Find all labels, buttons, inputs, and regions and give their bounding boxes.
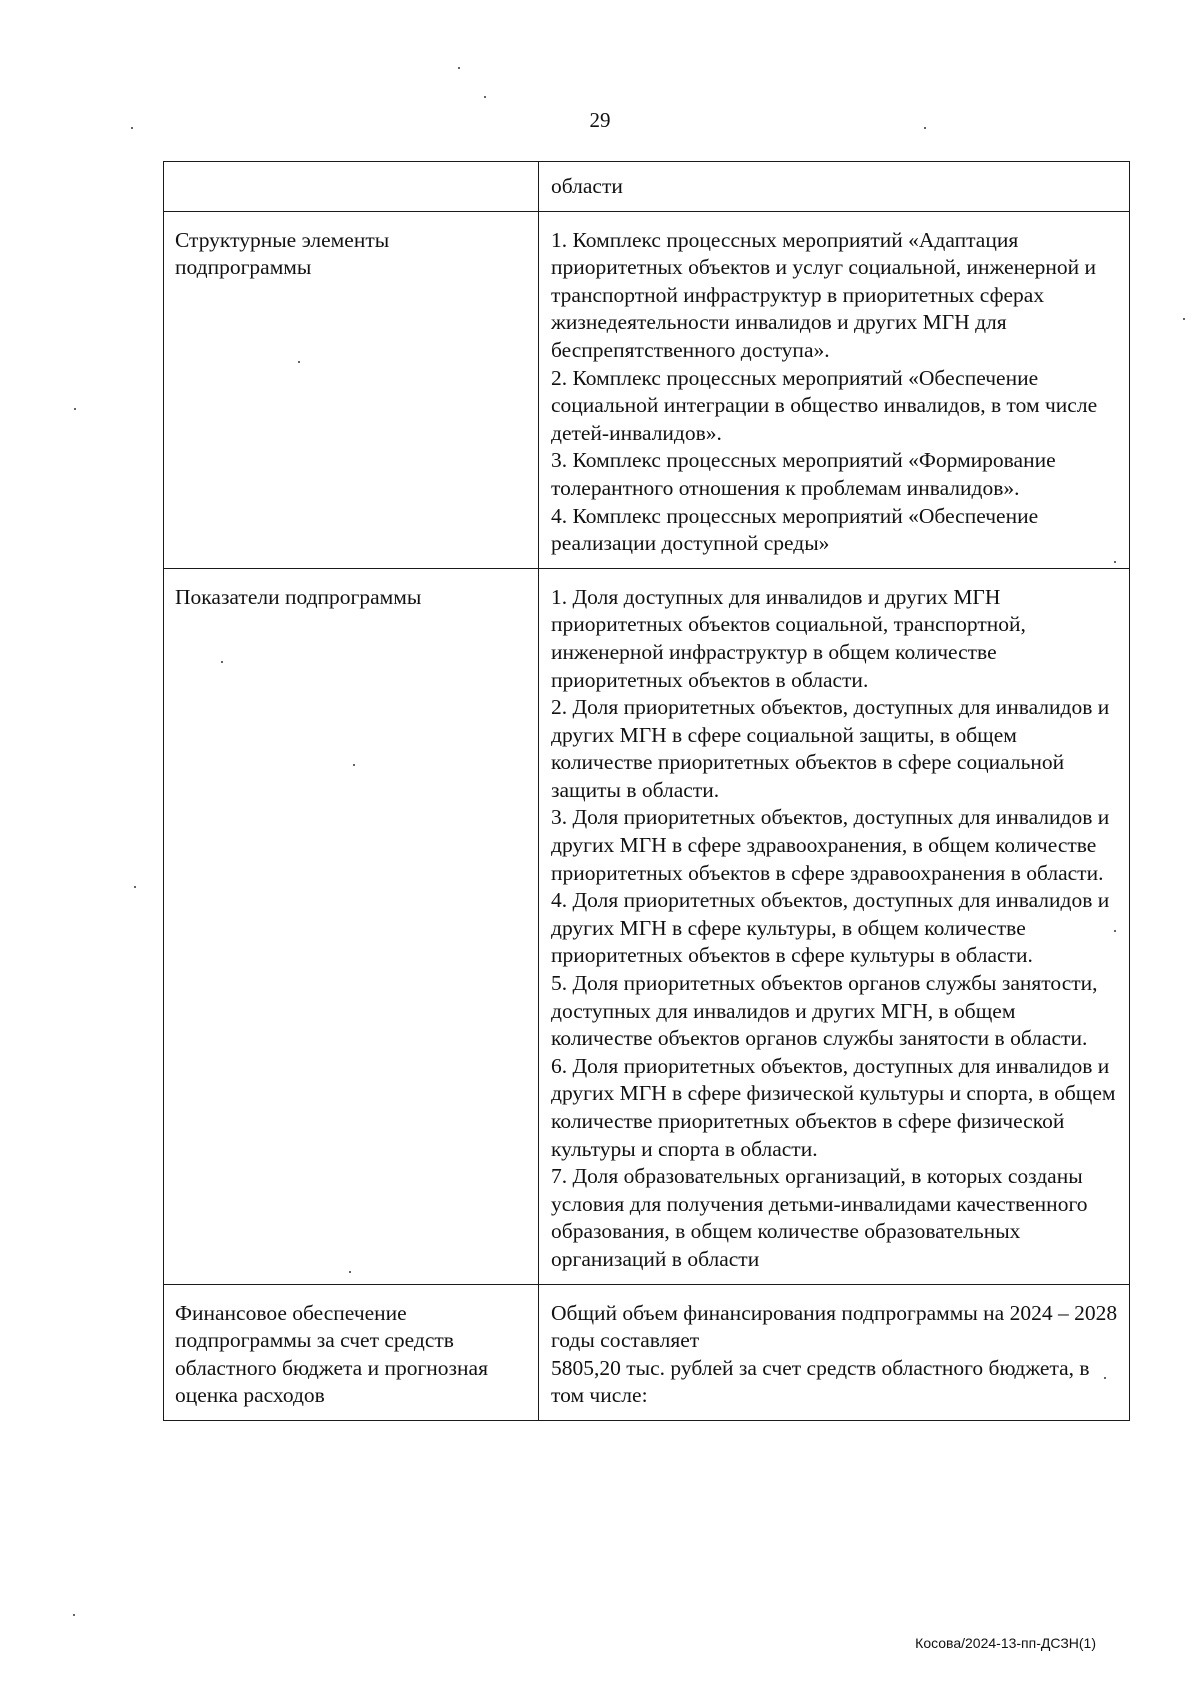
value-paragraph: области (551, 174, 623, 198)
scan-speck (1114, 930, 1116, 932)
scan-speck (1104, 1377, 1106, 1379)
scan-speck (458, 67, 460, 69)
row-value-cell (539, 211, 1130, 568)
value-paragraph: 2. Комплекс процессных мероприятий «Обеспечение социальной интеграции в общество инвалидов, в том числе детей-инвалидов». (551, 365, 1098, 445)
value-paragraph: 6. Доля приоритетных объектов, доступных для инвалидов и других МГН в сфере физической культуры и спорта, в общем количестве приоритетных объектов в сфере физической культуры и спорта в области. (551, 1053, 1116, 1161)
value-paragraph: 2. Доля приоритетных объектов, доступных для инвалидов и других МГН в сфере социальной защиты, в общем количестве приоритетных объектов в сфере социальной защиты в области. (551, 695, 1110, 802)
scan-speck (1114, 561, 1116, 563)
row-label-cell (164, 1284, 539, 1420)
scan-speck (484, 96, 486, 98)
value-paragraph: 5805,20 тыс. рублей за счет средств областного бюджета, в том числе: (551, 1355, 1090, 1408)
scan-speck (1183, 318, 1185, 320)
table-row (164, 1284, 1130, 1420)
table-row (164, 211, 1130, 568)
row-value-cell (539, 162, 1130, 212)
value-paragraph: Общий объем финансирования подпрограммы на 2024 – 2028 годы составляет (551, 1300, 1118, 1353)
scan-speck (349, 1271, 351, 1273)
table-row (164, 568, 1130, 1284)
row-label-cell (164, 162, 539, 212)
row-value-cell (539, 1284, 1130, 1420)
value-paragraph: 7. Доля образовательных организаций, в которых созданы условия для получения детьми-инвалидами качественного образования, в общем количестве образовательных организаций в области (551, 1164, 1088, 1271)
scan-speck (73, 1614, 75, 1616)
table-row (164, 162, 1130, 212)
value-paragraph: 1. Комплекс процессных мероприятий «Адаптация приоритетных объектов и услуг социальной, инженерной и транспортной инфраструктур в приоритетных сферах жизнедеятельности инвалидов и других МГН для беспрепятственного доступа». (551, 227, 1097, 362)
value-paragraph: 4. Доля приоритетных объектов, доступных для инвалидов и других МГН в сфере культуры, в общем количестве приоритетных объектов в сфере культуры в области. (551, 888, 1110, 968)
value-paragraph: 3. Комплекс процессных мероприятий «Формирование толерантного отношения к проблемам инвалидов». (551, 448, 1056, 500)
scan-speck (134, 886, 136, 888)
page-number: 29 (589, 108, 611, 132)
value-paragraph: 1. Доля доступных для инвалидов и других МГН приоритетных объектов социальной, транспортной, инженерной инфраструктур в общем количестве приоритетных объектов в области. (551, 584, 1026, 692)
value-paragraph: 4. Комплекс процессных мероприятий «Обеспечение реализации доступной среды» (551, 503, 1039, 556)
row-label: Финансовое обеспечение подпрограммы за счет средств областного бюджета и прогнозная оценка расходов (175, 1300, 488, 1408)
subprogram-passport-table (163, 161, 1130, 1421)
row-label-cell (164, 211, 539, 568)
row-label: Структурные элементы подпрограммы (175, 227, 390, 280)
row-value-cell (539, 568, 1130, 1284)
document-code: Косова/2024-13-пп-ДСЗН(1) (915, 1635, 1096, 1651)
scan-speck (221, 661, 223, 663)
scan-speck (298, 361, 300, 363)
value-paragraph: 5. Доля приоритетных объектов органов службы занятости, доступных для инвалидов и других МГН, в общем количестве объектов органов службы занятости в области. (551, 971, 1098, 1051)
row-label: Показатели подпрограммы (175, 584, 422, 609)
scan-speck (924, 127, 926, 129)
scan-speck (353, 764, 355, 766)
row-label (164, 162, 538, 183)
value-paragraph: 3. Доля приоритетных объектов, доступных для инвалидов и других МГН в сфере здравоохранения, в общем количестве приоритетных объектов в сфере здравоохранения в области. (551, 805, 1110, 885)
row-label-cell (164, 568, 539, 1284)
scan-speck (131, 127, 133, 129)
scan-speck (74, 408, 76, 410)
